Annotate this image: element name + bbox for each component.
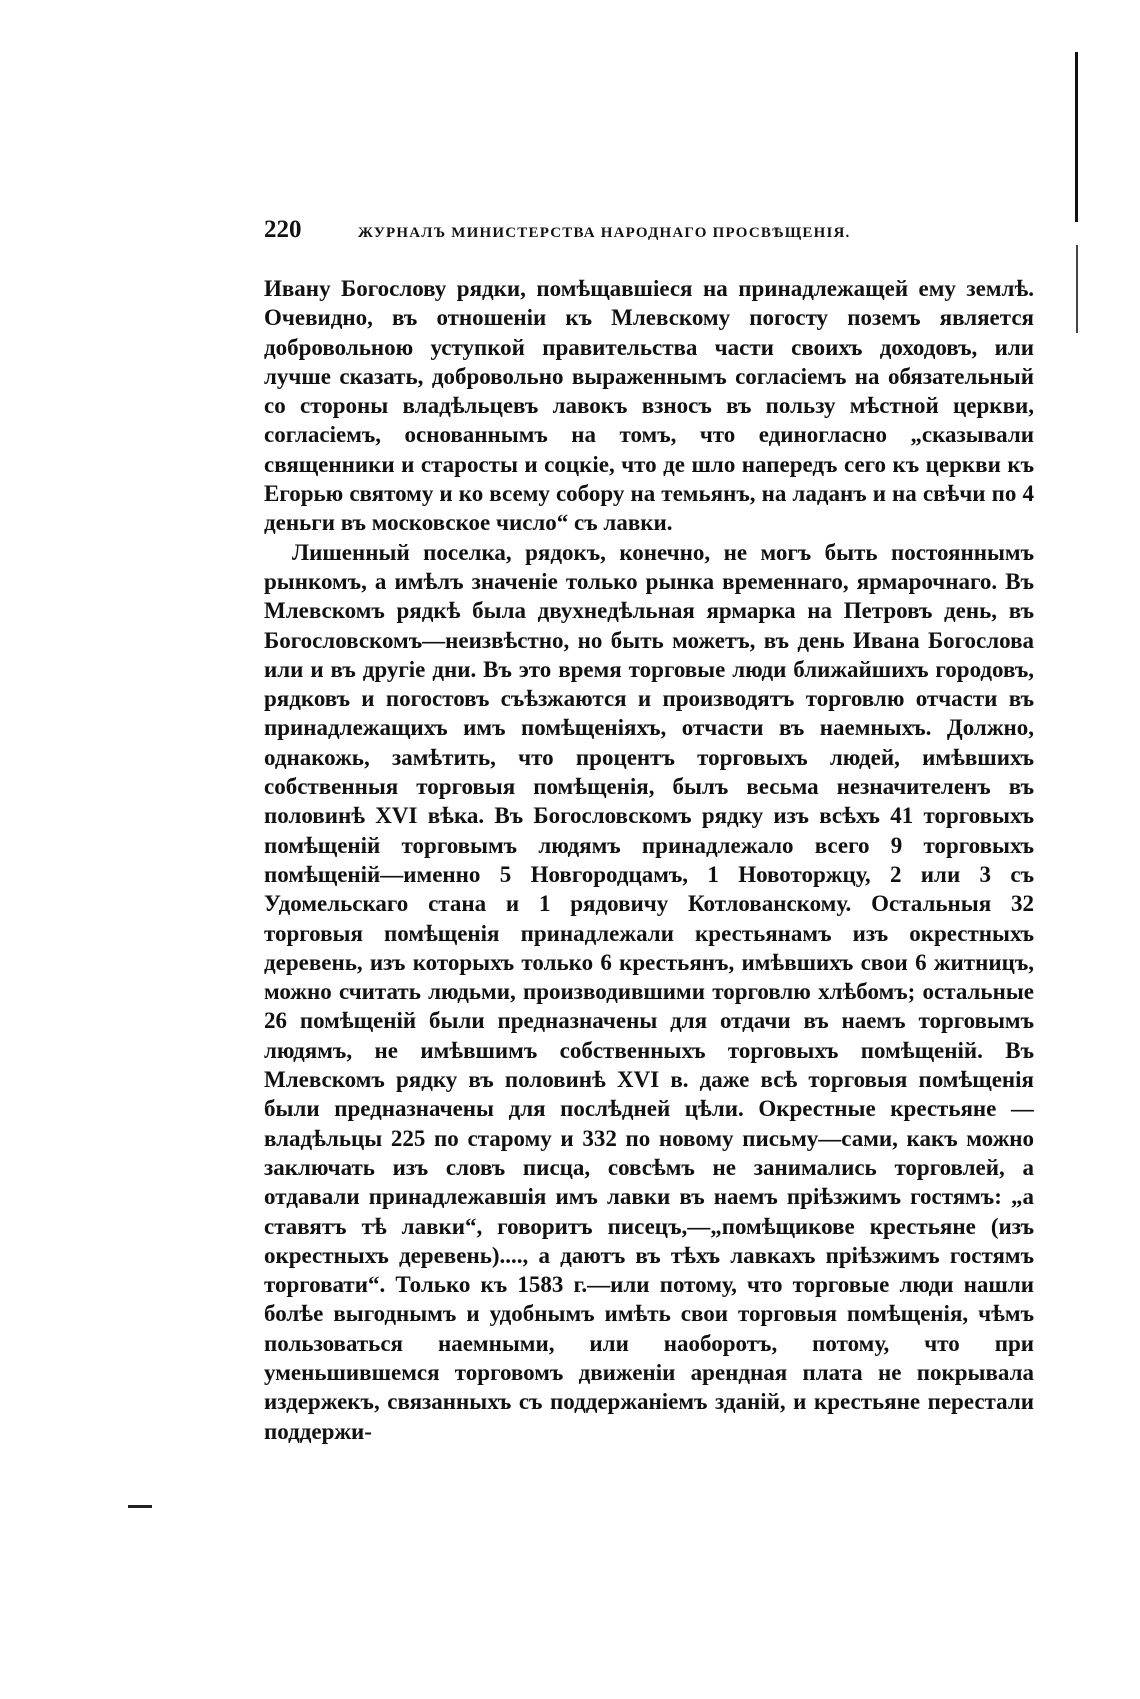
running-header (264, 216, 1034, 256)
scan-margin-line-top (1075, 52, 1078, 222)
page-number: 220 (264, 216, 302, 243)
scan-margin-mark (128, 1505, 152, 1508)
scan-margin-line-lower (1076, 245, 1078, 333)
paragraph-2: Лишенный поселка, рядокъ, конечно, не могъ быть постояннымъ рынкомъ, а имѣлъ значеніе только рынка временнаго, ярмарочнаго. Въ Млевскомъ рядкѣ была двухнедѣльная ярмарка на Петровъ день, въ Богословскомъ—неизвѣстно, но быть можетъ, въ день Ивана Богослова или и въ другіе дни. Въ это время торговые люди ближайшихъ городовъ, рядковъ и погостовъ съѣзжаются и производятъ торговлю отчасти въ принадлежащихъ имъ помѣщеніяхъ, отчасти въ наемныхъ. Должно, однакожь, замѣтить, что процентъ торговыхъ людей, имѣвшихъ собственныя торговыя помѣщенія, былъ весьма незначителенъ въ половинѣ XVI вѣка. Въ Богословскомъ рядку изъ всѣхъ 41 торговыхъ помѣщеній торговымъ людямъ принадлежало всего 9 торговыхъ помѣщеній—именно 5 Новгородцамъ, 1 Новоторжцу, 2 или 3 съ Удомельскаго стана и 1 рядовичу Котлованскому. Остальныя 32 торговыя помѣщенія принадлежали крестьянамъ изъ окрестныхъ деревень, изъ которыхъ только 6 крестьянъ, имѣвшихъ свои 6 житницъ, можно считать людьми, производившими торговлю хлѣбомъ; остальные 26 помѣщеній были предназначены для отдачи въ наемъ торговымъ людямъ, не имѣвшимъ собственныхъ торговыхъ помѣщеній. Въ Млевскомъ рядку въ половинѣ XVI в. даже всѣ торговыя помѣщенія были предназначены для послѣдней цѣли. Окрестные крестьяне — владѣльцы 225 по старому и 332 по новому письму—сами, какъ можно заключать изъ словъ писца, совсѣмъ не занимались торговлей, а отдавали принадлежавшія имъ лавки въ наемъ пріѣзжимъ гостямъ: „а ставятъ тѣ лавки“, говоритъ писецъ,—„помѣщиковe крестьяне (изъ окрестныхъ деревень)...., а даютъ въ тѣхъ лавкахъ пріѣзжимъ гостямъ торговати“. Только къ 1583 г.—или потому, что торговые люди нашли болѣе выгоднымъ и удобнымъ имѣть свои торговыя помѣщенія, чѣмъ пользоваться наемными, или наоборотъ, потому, что при уменьшившемся торговомъ движеніи арендная плата не покрывала издержекъ, связанныхъ съ поддержаніемъ зданій, и крестьяне перестали поддержи- (264, 539, 1034, 1444)
paragraph-1: Ивану Богослову рядки, помѣщавшіеся на принадлежащей ему землѣ. Очевидно, въ отношеніи къ Млевскому погосту поземъ является добровольною уступкой правительства части своихъ доходовъ, или лучше сказать, добровольно выраженнымъ согласіемъ на обязательный со стороны владѣльцевъ лавокъ взносъ въ пользу мѣстной церкви, согласіемъ, основаннымъ на томъ, что единогласно „сказывали священники и старосты и соцкіе, что де шло напередъ сего къ церкви къ Егорью святому и ко всему собору на темьянъ, на ладанъ и на свѣчи по 4 деньги въ московское число“ съ лавки. (264, 276, 1034, 536)
page-content (264, 216, 1034, 1446)
journal-title: ЖУРНАЛЪ МИНИСТЕРСТВА НАРОДНАГО ПРОСВѢЩЕНІЯ. (358, 225, 851, 241)
